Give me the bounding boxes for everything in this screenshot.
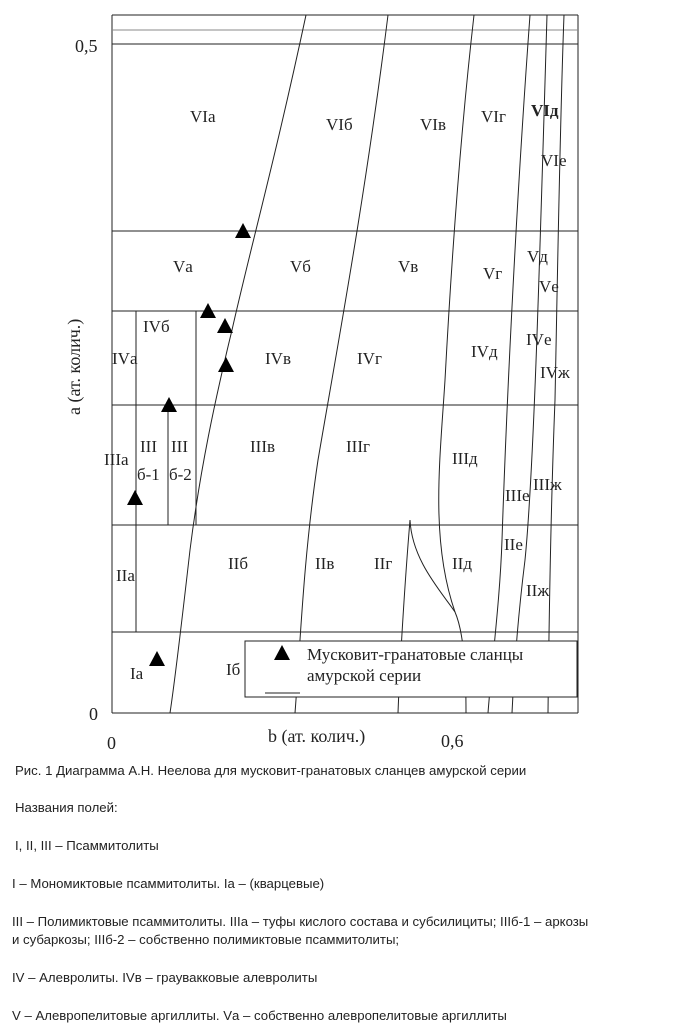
field-label: Vа bbox=[173, 257, 193, 276]
sample-triangle-marker bbox=[149, 651, 165, 666]
field-label: IIа bbox=[116, 566, 135, 585]
field-label: VIв bbox=[420, 115, 446, 134]
field-labels bbox=[104, 101, 570, 683]
x-axis-left-tick: 0 bbox=[107, 733, 116, 753]
field-label: Iб bbox=[226, 660, 241, 679]
field-label: IVб bbox=[143, 317, 170, 336]
caption-line-polymict: III – Полимиктовые псаммитолиты. IIIа – туфы кислого состава и субсилициты; IIIб-1 – аркозы bbox=[12, 914, 589, 929]
caption-line-aleurolites: IV – Алевролиты. IVв – граувакковые алевролиты bbox=[12, 970, 318, 985]
legend-label-line2: амурской серии bbox=[307, 666, 422, 685]
y-axis-title: а (ат. колич.) bbox=[64, 318, 84, 415]
field-label: IIIа bbox=[104, 450, 129, 469]
field-label: IIб bbox=[228, 554, 248, 573]
fields-heading: Названия полей: bbox=[15, 800, 118, 815]
sample-triangle-marker bbox=[127, 490, 143, 505]
field-label: VIа bbox=[190, 107, 216, 126]
field-label: IVд bbox=[471, 342, 498, 361]
caption-line-psammitolites: I, II, III – Псаммитолиты bbox=[15, 838, 159, 853]
sample-triangle-marker bbox=[218, 357, 234, 372]
y-axis-top-tick: 0,5 bbox=[75, 36, 98, 56]
field-label: VIд bbox=[531, 101, 559, 120]
field-label: IIг bbox=[374, 554, 393, 573]
field-label: IIж bbox=[526, 581, 550, 600]
field-label: IIIд bbox=[452, 449, 478, 468]
caption-line-argillites: V – Алевропелитовые аргиллиты. Vа – собственно алевропелитовые аргиллиты bbox=[12, 1008, 507, 1023]
field-label: IIв bbox=[315, 554, 335, 573]
field-label: б-1 bbox=[137, 465, 160, 484]
field-label: IVе bbox=[526, 330, 552, 349]
field-label: Iа bbox=[130, 664, 144, 683]
caption-line-polymict-cont: и субаркозы; IIIб-2 – собственно полимиктовые псаммитолиты; bbox=[12, 932, 400, 947]
field-label: IIIв bbox=[250, 437, 276, 456]
x-axis-tick-06: 0,6 bbox=[441, 731, 464, 751]
field-label: IIIг bbox=[346, 437, 370, 456]
field-label: Vб bbox=[290, 257, 311, 276]
horizontal-boundaries bbox=[112, 231, 578, 632]
field-label: Vв bbox=[398, 257, 419, 276]
field-label: IIIж bbox=[533, 475, 562, 494]
field-label: III bbox=[171, 437, 188, 456]
field-label: VIг bbox=[481, 107, 506, 126]
x-axis-title: b (ат. колич.) bbox=[268, 726, 366, 746]
field-label: VIб bbox=[326, 115, 353, 134]
field-label: б-2 bbox=[169, 465, 192, 484]
field-label: IVа bbox=[112, 349, 138, 368]
sample-triangle-marker bbox=[217, 318, 233, 333]
boundary-curve-4 bbox=[439, 15, 474, 612]
field-label: Vд bbox=[527, 247, 548, 266]
legend bbox=[245, 641, 577, 697]
field-label: IVв bbox=[265, 349, 291, 368]
field-label: IIд bbox=[452, 554, 472, 573]
field-label: Vг bbox=[483, 264, 503, 283]
field-label: Vе bbox=[539, 277, 559, 296]
field-label: IVг bbox=[357, 349, 382, 368]
legend-label-line1: Мусковит-гранатовые сланцы bbox=[307, 645, 524, 664]
field-label: IIIе bbox=[505, 486, 530, 505]
field-label: IIе bbox=[504, 535, 523, 554]
field-label: VIе bbox=[541, 151, 567, 170]
field-label: III bbox=[140, 437, 157, 456]
caption-line-monomict: I – Мономиктовые псаммитолиты. Iа – (кварцевые) bbox=[12, 876, 325, 891]
field-label: IVж bbox=[540, 363, 570, 382]
figure-title: Рис. 1 Диаграмма А.Н. Неелова для мусковит-гранатовых сланцев амурской серии bbox=[15, 763, 527, 778]
y-axis-bottom-tick: 0 bbox=[89, 704, 98, 724]
